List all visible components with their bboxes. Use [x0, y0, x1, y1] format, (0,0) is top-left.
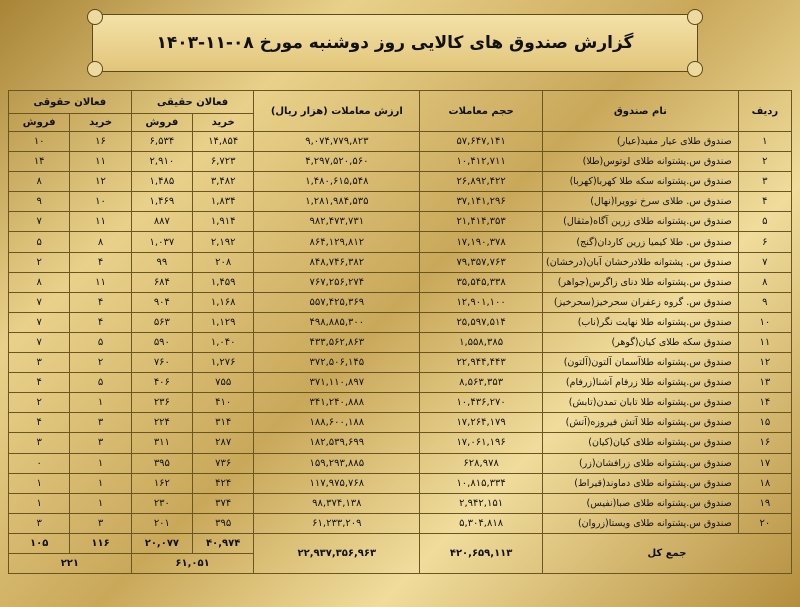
legal-sell: ۵: [9, 232, 70, 252]
header-legal-sell: فروش: [9, 114, 70, 132]
legal-sell: ۱۰: [9, 132, 70, 152]
row-number: ۲۰: [738, 513, 791, 533]
trade-value: ۳۴۱,۲۴۰,۸۸۸: [254, 393, 420, 413]
table-row: [9, 212, 792, 232]
legal-sell: ۸: [9, 272, 70, 292]
trade-volume: ۱۰,۴۳۶,۲۷۰: [420, 393, 543, 413]
table-row: [9, 172, 792, 192]
table-row: [9, 272, 792, 292]
legal-sell: ۸: [9, 172, 70, 192]
row-number: ۴: [738, 192, 791, 212]
trade-value: ۹۸۲,۴۷۳,۷۳۱: [254, 212, 420, 232]
real-buy: ۴۲۴: [193, 473, 254, 493]
legal-buy: ۱۶: [70, 132, 131, 152]
real-sell: ۲۳۶: [131, 393, 192, 413]
real-sell: ۹۹: [131, 252, 192, 272]
trade-volume: ۱۷,۰۶۱,۱۹۶: [420, 433, 543, 453]
legal-buy: ۸: [70, 232, 131, 252]
real-sell: ۳۹۵: [131, 453, 192, 473]
real-buy: ۳۷۴: [193, 493, 254, 513]
table-row: [9, 312, 792, 332]
legal-sell: ۷: [9, 212, 70, 232]
real-sell: ۵۶۳: [131, 312, 192, 332]
header-legal-active: فعالان حقوقی: [9, 91, 132, 114]
legal-buy: ۳: [70, 433, 131, 453]
trade-value: ۸۴۸,۷۴۶,۳۸۲: [254, 252, 420, 272]
legal-buy: ۵: [70, 332, 131, 352]
trade-value: ۶۱,۲۳۳,۲۰۹: [254, 513, 420, 533]
fund-name: صندوق س.پشتوانه طلای ویستا(زروان): [542, 513, 738, 533]
real-sell: ۲۳۰: [131, 493, 192, 513]
total-legal-sell: ۱۰۵: [9, 533, 70, 553]
real-sell: ۴۰۶: [131, 373, 192, 393]
legal-sell: ۳: [9, 353, 70, 373]
trade-value: ۹۸,۳۷۴,۱۳۸: [254, 493, 420, 513]
fund-name: صندوق س.پشتوانه طلا دنای زاگرس(جواهر): [542, 272, 738, 292]
row-number: ۱: [738, 132, 791, 152]
trade-value: ۳۷۱,۱۱۰,۸۹۷: [254, 373, 420, 393]
trade-value: ۸۶۴,۱۲۹,۸۱۲: [254, 232, 420, 252]
legal-buy: ۱۱: [70, 152, 131, 172]
real-buy: ۱۴,۸۵۴: [193, 132, 254, 152]
legal-buy: ۴: [70, 292, 131, 312]
trade-volume: ۱۰,۴۱۲,۷۱۱: [420, 152, 543, 172]
real-buy: ۷۵۵: [193, 373, 254, 393]
trade-value: ۳۷۲,۵۰۶,۱۴۵: [254, 353, 420, 373]
trade-value: ۴۹۸,۸۸۵,۳۰۰: [254, 312, 420, 332]
trade-volume: ۲,۹۴۲,۱۵۱: [420, 493, 543, 513]
row-number: ۶: [738, 232, 791, 252]
fund-name: صندوق طلای عیار مفید(عیار): [542, 132, 738, 152]
row-number: ۱۲: [738, 353, 791, 373]
fund-name: صندوق س.پشتوانه طلای لوتوس(طلا): [542, 152, 738, 172]
trade-volume: ۳۷,۱۴۱,۲۹۶: [420, 192, 543, 212]
trade-value: ۴,۲۹۷,۵۲۰,۵۶۰: [254, 152, 420, 172]
table-row: [9, 413, 792, 433]
total-volume: ۴۲۰,۶۵۹,۱۱۳: [420, 533, 543, 573]
legal-sell: ۱: [9, 473, 70, 493]
header-legal-buy: خرید: [70, 114, 131, 132]
row-number: ۱۶: [738, 433, 791, 453]
legal-buy: ۳: [70, 513, 131, 533]
trade-volume: ۲۵,۵۹۷,۵۱۴: [420, 312, 543, 332]
trade-value: ۱۵۹,۲۹۳,۸۸۵: [254, 453, 420, 473]
real-sell: ۷۶۰: [131, 353, 192, 373]
legal-buy: ۱۰: [70, 192, 131, 212]
header-real-buy: خرید: [193, 114, 254, 132]
legal-sell: ۰: [9, 453, 70, 473]
row-number: ۱۷: [738, 453, 791, 473]
legal-sell: ۱۴: [9, 152, 70, 172]
report-title: گزارش صندوق های کالایی روز دوشنبه مورخ ۰۸-۱۱-۱۴۰۳: [156, 33, 634, 53]
trade-value: ۱,۴۸۰,۶۱۵,۵۴۸: [254, 172, 420, 192]
total-real-buy: ۴۰,۹۷۴: [193, 533, 254, 553]
header-fund-name: نام صندوق: [542, 91, 738, 132]
total-legal-buy: ۱۱۶: [70, 533, 131, 553]
real-buy: ۴۱۰: [193, 393, 254, 413]
fund-name: صندوق س. طلا کیمیا زرین کاردان(گنج): [542, 232, 738, 252]
legal-sell: ۷: [9, 332, 70, 352]
fund-name: صندوق س.پشتوانه سکه طلا کهربا(کهربا): [542, 172, 738, 192]
row-number: ۱۸: [738, 473, 791, 493]
table-body: [9, 132, 792, 534]
fund-name: صندوق س.پشتوانه طلا زرفام آشنا(زرفام): [542, 373, 738, 393]
row-number: ۹: [738, 292, 791, 312]
table-row: [9, 513, 792, 533]
funds-table: [8, 90, 792, 574]
trade-value: ۹,۰۷۴,۷۷۹,۸۲۳: [254, 132, 420, 152]
fund-name: صندوق س.پشتوانه طلای دماوند(قیراط): [542, 473, 738, 493]
legal-buy: ۱: [70, 473, 131, 493]
fund-name: صندوق س.پشتوانه طلای کیان(کیان): [542, 433, 738, 453]
real-buy: ۱,۴۵۹: [193, 272, 254, 292]
real-buy: ۱,۲۷۶: [193, 353, 254, 373]
legal-buy: ۵: [70, 373, 131, 393]
legal-buy: ۳: [70, 413, 131, 433]
row-number: ۵: [738, 212, 791, 232]
real-buy: ۳۱۴: [193, 413, 254, 433]
table-row: [9, 232, 792, 252]
legal-buy: ۴: [70, 252, 131, 272]
table-row: [9, 192, 792, 212]
trade-value: ۱۸۲,۵۳۹,۶۹۹: [254, 433, 420, 453]
table-row: [9, 292, 792, 312]
row-number: ۳: [738, 172, 791, 192]
real-sell: ۱,۰۳۷: [131, 232, 192, 252]
real-sell: ۵۹۰: [131, 332, 192, 352]
table-row: [9, 393, 792, 413]
fund-name: صندوق سکه طلای کیان(گوهر): [542, 332, 738, 352]
real-sell: ۱,۴۶۹: [131, 192, 192, 212]
trade-volume: ۱۰,۸۱۵,۳۳۴: [420, 473, 543, 493]
real-sell: ۶۸۴: [131, 272, 192, 292]
header-real-sell: فروش: [131, 114, 192, 132]
real-buy: ۳,۴۸۲: [193, 172, 254, 192]
legal-sell: ۲: [9, 252, 70, 272]
legal-buy: ۱: [70, 493, 131, 513]
trade-volume: ۳۵,۵۴۵,۳۳۸: [420, 272, 543, 292]
legal-sell: ۳: [9, 513, 70, 533]
legal-buy: ۲: [70, 353, 131, 373]
trade-volume: ۱۲,۹۰۱,۱۰۰: [420, 292, 543, 312]
header-volume: حجم معاملات: [420, 91, 543, 132]
real-buy: ۱,۸۳۴: [193, 192, 254, 212]
real-buy: ۱,۰۴۰: [193, 332, 254, 352]
real-sell: ۹۰۴: [131, 292, 192, 312]
row-number: ۱۵: [738, 413, 791, 433]
real-buy: ۱,۱۲۹: [193, 312, 254, 332]
legal-sell: ۱: [9, 493, 70, 513]
fund-name: صندوق س. طلای سرخ نوویرا(نهال): [542, 192, 738, 212]
header-row-number: ردیف: [738, 91, 791, 132]
table-row: [9, 473, 792, 493]
legal-buy: ۱: [70, 393, 131, 413]
trade-volume: ۱۷,۱۹۰,۳۷۸: [420, 232, 543, 252]
real-sell: ۲,۹۱۰: [131, 152, 192, 172]
real-buy: ۲۰۸: [193, 252, 254, 272]
row-number: ۱۹: [738, 493, 791, 513]
legal-sell: ۴: [9, 373, 70, 393]
row-number: ۸: [738, 272, 791, 292]
fund-name: صندوق س. گروه زعفران سحرخیز(سحرخیز): [542, 292, 738, 312]
legal-sell: ۴: [9, 413, 70, 433]
table-row: [9, 433, 792, 453]
legal-sell: ۲: [9, 393, 70, 413]
trade-value: ۷۶۷,۲۵۶,۲۷۴: [254, 272, 420, 292]
trade-volume: ۸,۵۶۳,۳۵۳: [420, 373, 543, 393]
real-buy: ۲,۱۹۲: [193, 232, 254, 252]
trade-volume: ۵,۳۰۴,۸۱۸: [420, 513, 543, 533]
legal-buy: ۱۱: [70, 272, 131, 292]
table-row: [9, 332, 792, 352]
row-number: ۱۳: [738, 373, 791, 393]
total-legal-all: ۲۲۱: [9, 553, 132, 573]
legal-buy: ۱۲: [70, 172, 131, 192]
header-real-active: فعالان حقیقی: [131, 91, 254, 114]
trade-volume: ۱۷,۲۶۴,۱۷۹: [420, 413, 543, 433]
trade-volume: ۲۲,۹۴۴,۴۴۳: [420, 353, 543, 373]
fund-name: صندوق س.پشتوانه طلا تابان تمدن(تابش): [542, 393, 738, 413]
real-buy: ۳۹۵: [193, 513, 254, 533]
legal-buy: ۴: [70, 312, 131, 332]
real-buy: ۲۸۷: [193, 433, 254, 453]
table-row: [9, 132, 792, 152]
row-number: ۷: [738, 252, 791, 272]
legal-sell: ۷: [9, 292, 70, 312]
trade-value: ۱,۲۸۱,۹۸۴,۵۳۵: [254, 192, 420, 212]
real-sell: ۸۸۷: [131, 212, 192, 232]
trade-volume: ۱,۵۵۸,۳۸۵: [420, 332, 543, 352]
header-value: ارزش معاملات (هزار ریال): [254, 91, 420, 132]
real-sell: ۲۰۱: [131, 513, 192, 533]
real-sell: ۳۱۱: [131, 433, 192, 453]
real-sell: ۱۶۲: [131, 473, 192, 493]
fund-name: صندوق س.پشتوانه طلای زرین آگاه(مثقال): [542, 212, 738, 232]
total-value: ۲۲,۹۳۷,۳۵۶,۹۶۳: [254, 533, 420, 573]
real-sell: ۱,۴۸۵: [131, 172, 192, 192]
title-banner: [92, 14, 698, 72]
row-number: ۲: [738, 152, 791, 172]
row-number: ۱۴: [738, 393, 791, 413]
trade-volume: ۶۲۸,۹۷۸: [420, 453, 543, 473]
real-sell: ۲۲۴: [131, 413, 192, 433]
trade-value: ۵۵۷,۴۲۵,۳۶۹: [254, 292, 420, 312]
real-sell: ۶,۵۳۴: [131, 132, 192, 152]
real-buy: ۱,۱۶۸: [193, 292, 254, 312]
real-buy: ۱,۹۱۴: [193, 212, 254, 232]
trade-value: ۱۸۸,۶۰۰,۱۸۸: [254, 413, 420, 433]
table-row: [9, 493, 792, 513]
legal-sell: ۳: [9, 433, 70, 453]
row-number: ۱۰: [738, 312, 791, 332]
table-row: [9, 353, 792, 373]
trade-volume: ۲۱,۴۱۴,۳۵۳: [420, 212, 543, 232]
fund-name: صندوق س.پشتوانه طلا نهایت نگر(ناب): [542, 312, 738, 332]
legal-sell: ۹: [9, 192, 70, 212]
table-row: [9, 152, 792, 172]
table-row: [9, 373, 792, 393]
fund-name: صندوق س.پشتوانه طلای صبا(نفیس): [542, 493, 738, 513]
trade-value: ۱۱۷,۹۷۵,۷۶۸: [254, 473, 420, 493]
legal-buy: ۱: [70, 453, 131, 473]
legal-buy: ۱۱: [70, 212, 131, 232]
total-real-sell: ۲۰,۰۷۷: [131, 533, 192, 553]
fund-name: صندوق س.پشتوانه طلا آتش فیروزه(آتش): [542, 413, 738, 433]
row-number: ۱۱: [738, 332, 791, 352]
fund-name: صندوق س.پشتوانه طلاآسمان آلتون(آلتون): [542, 353, 738, 373]
trade-volume: ۲۶,۸۹۲,۴۲۲: [420, 172, 543, 192]
fund-name: صندوق س.پشتوانه طلای زرافشان(زر): [542, 453, 738, 473]
trade-value: ۴۳۳,۵۶۲,۸۶۳: [254, 332, 420, 352]
total-label: جمع کل: [542, 533, 791, 573]
legal-sell: ۷: [9, 312, 70, 332]
total-real-all: ۶۱,۰۵۱: [131, 553, 254, 573]
real-buy: ۷۳۶: [193, 453, 254, 473]
table-row: [9, 453, 792, 473]
real-buy: ۶,۷۲۳: [193, 152, 254, 172]
table-row: [9, 252, 792, 272]
fund-name: صندوق س. پشتوانه طلادرخشان آبان(درخشان): [542, 252, 738, 272]
trade-volume: ۵۷,۶۴۷,۱۴۱: [420, 132, 543, 152]
trade-volume: ۷۹,۳۵۷,۷۶۳: [420, 252, 543, 272]
